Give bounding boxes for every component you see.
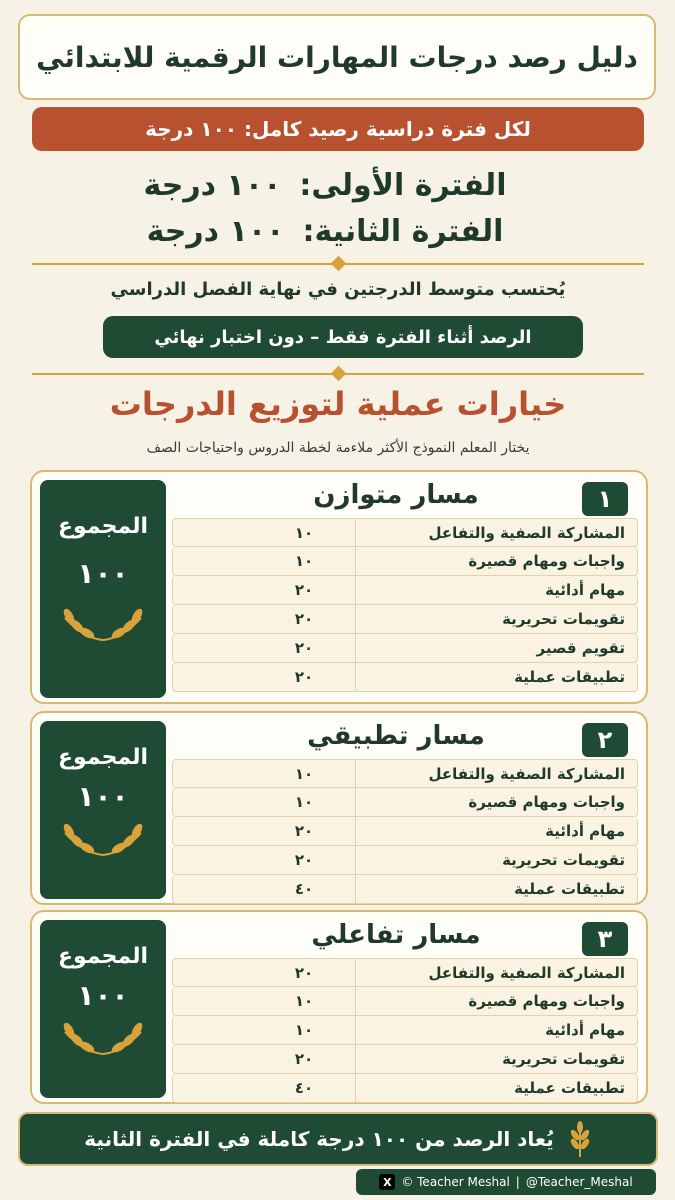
total-box (40, 721, 166, 899)
no-final-text: الرصد أثناء الفترة فقط – دون اختبار نهائي (154, 326, 532, 348)
track-title: مسار تطبيقي (307, 721, 485, 751)
credit-bar (356, 1169, 656, 1195)
row-value: ١٠ (294, 523, 314, 542)
row-value: ٢٠ (294, 851, 314, 869)
table-row (172, 987, 638, 1016)
table-row (172, 958, 638, 987)
table-row (172, 634, 638, 663)
table-row (172, 518, 638, 547)
row-label: واجبات ومهام قصيرة (355, 788, 637, 816)
row-label: تقويمات تحريرية (355, 1045, 637, 1073)
period-second (100, 209, 550, 253)
total-box (40, 480, 166, 698)
row-label: تقويم قصير (355, 634, 637, 662)
track-card-1 (30, 470, 648, 704)
table-row (172, 1074, 638, 1103)
credit-handle[interactable]: @Teacher_Meshal (525, 1175, 633, 1189)
per-term-banner (32, 107, 644, 151)
row-label: تقويمات تحريرية (355, 846, 637, 874)
track-number: ٢ (582, 723, 628, 757)
period-second-label: الفترة الثانية: (302, 213, 504, 249)
row-label: تطبيقات عملية (355, 1074, 637, 1102)
total-label: المجموع (58, 745, 148, 770)
row-label: تقويمات تحريرية (355, 605, 637, 633)
row-value: ٢٠ (294, 581, 314, 599)
footer-banner (18, 1112, 658, 1166)
row-value: ٤٠ (294, 1079, 314, 1097)
track-table (172, 759, 638, 904)
row-label: مهام أدائية (355, 1016, 637, 1044)
credit-separator: | (515, 1175, 520, 1189)
laurel-icon (53, 602, 153, 642)
row-value: ١٠ (294, 992, 314, 1010)
track-number: ٣ (582, 922, 628, 956)
total-box (40, 920, 166, 1098)
total-label: المجموع (58, 944, 148, 969)
row-value: ٢٠ (294, 963, 314, 982)
row-value: ٢٠ (294, 668, 314, 686)
row-label: المشاركة الصفية والتفاعل (355, 760, 637, 787)
period-second-value: ١٠٠ درجة (146, 213, 285, 249)
row-label: مهام أدائية (355, 817, 637, 845)
row-label: المشاركة الصفية والتفاعل (355, 959, 637, 986)
table-row (172, 576, 638, 605)
track-card-2 (30, 711, 648, 905)
row-label: تطبيقات عملية (355, 875, 637, 903)
row-value: ٢٠ (294, 639, 314, 657)
credit-name: © Teacher Meshal (401, 1175, 510, 1189)
footer-text: يُعاد الرصد من ١٠٠ درجة كاملة في الفترة الثانية (84, 1127, 554, 1151)
title-box (18, 14, 656, 100)
row-value: ٢٠ (294, 610, 314, 628)
table-row (172, 759, 638, 788)
total-value: ١٠٠ (77, 979, 129, 1012)
laurel-icon (53, 817, 153, 857)
page-title: دليل رصد درجات المهارات الرقمية للابتدائي (36, 40, 638, 74)
table-row (172, 605, 638, 634)
row-value: ١٠ (294, 552, 314, 570)
row-label: واجبات ومهام قصيرة (355, 547, 637, 575)
row-value: ١٠ (294, 1021, 314, 1039)
track-table (172, 518, 638, 692)
row-value: ٢٠ (294, 822, 314, 840)
table-row (172, 1045, 638, 1074)
wheat-icon (568, 1121, 592, 1157)
period-first-label: الفترة الأولى: (299, 167, 507, 203)
row-value: ٢٠ (294, 1050, 314, 1068)
table-row (172, 817, 638, 846)
period-first (100, 163, 550, 207)
table-row (172, 547, 638, 576)
table-row (172, 663, 638, 692)
row-value: ١٠ (294, 764, 314, 783)
options-subtitle: يختار المعلم النموذج الأكثر ملاءمة لخطة الدروس واحتياجات الصف (146, 440, 530, 456)
table-row (172, 788, 638, 817)
no-final-banner (103, 316, 583, 358)
table-row (172, 1016, 638, 1045)
total-value: ١٠٠ (77, 557, 129, 590)
table-row (172, 875, 638, 904)
average-note: يُحتسب متوسط الدرجتين في نهاية الفصل الدراسي (110, 279, 566, 300)
track-table (172, 958, 638, 1103)
total-label: المجموع (58, 514, 148, 539)
laurel-icon (53, 1016, 153, 1056)
track-title: مسار تفاعلي (311, 920, 481, 950)
row-value: ١٠ (294, 793, 314, 811)
divider (32, 257, 644, 271)
divider (32, 367, 644, 381)
track-title: مسار متوازن (313, 480, 479, 510)
options-title: خيارات عملية لتوزيع الدرجات (109, 385, 567, 423)
row-label: تطبيقات عملية (355, 663, 637, 691)
per-term-text: لكل فترة دراسية رصيد كامل: ١٠٠ درجة (145, 117, 531, 141)
track-card-3 (30, 910, 648, 1104)
x-logo-icon: X (379, 1174, 395, 1190)
row-label: مهام أدائية (355, 576, 637, 604)
row-label: واجبات ومهام قصيرة (355, 987, 637, 1015)
row-value: ٤٠ (294, 880, 314, 898)
period-first-value: ١٠٠ درجة (143, 167, 282, 203)
row-label: المشاركة الصفية والتفاعل (355, 519, 637, 546)
total-value: ١٠٠ (77, 780, 129, 813)
track-number: ١ (582, 482, 628, 516)
table-row (172, 846, 638, 875)
